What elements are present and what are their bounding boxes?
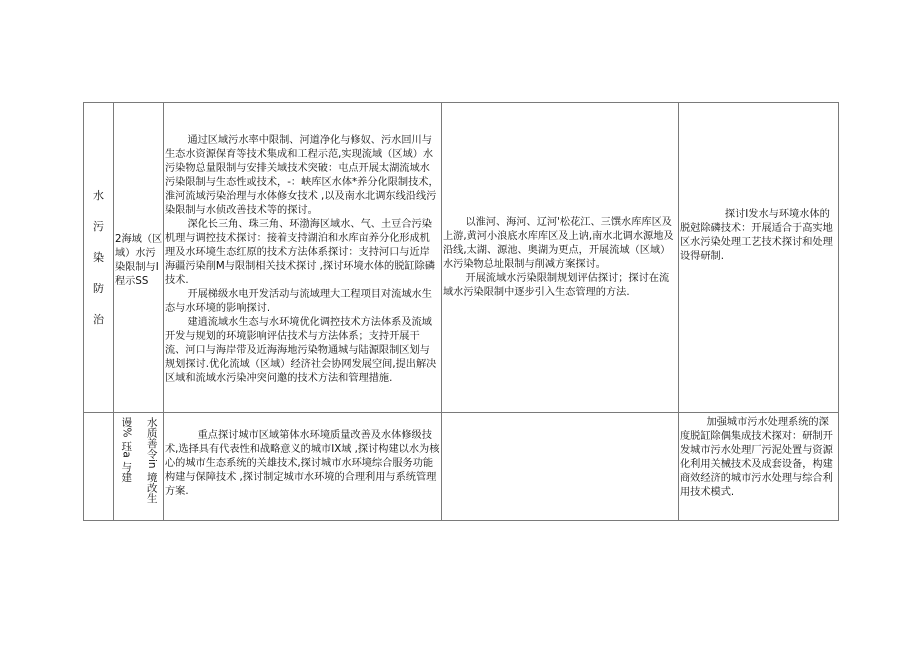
research-content-cell [164, 413, 442, 521]
paragraph: 开展梯级水电开发活动与流域理大工程项目对流域水生态与水环境的影响探讨. [165, 288, 432, 314]
paragraph: 深化长三角、珠三角、环渤海区域水、气、土豆合污染机理与调控技术探讨：接着支持湖泊和水库亩养分化形成机理及水环境生态红原的技术方法体系探讨：支持河口与近岸海疆污染削M与限制相关技术探讨 ,探讨环境水体的脱缸除磷技术. [165, 218, 435, 286]
technology-cell [679, 413, 839, 521]
paragraph: 以淮河、海河、辽河'松花江、三馔水库库区及上游,黄河小浪底水库库区及上讷,南水北调水源地及沿线,太湖、源池、奥湖为更点，开展流域（区域）水污染物总址限制与削减方案探讨。 [443, 216, 674, 270]
focus-areas-cell [442, 103, 679, 413]
subtopic-vertical-text: 谩% 珏a 与建 [120, 417, 133, 483]
table-row-water-pollution [84, 103, 839, 413]
category-char: 水 [93, 188, 104, 202]
technology-cell [679, 103, 839, 413]
focus-areas-cell-empty [442, 413, 679, 521]
subtopic-vertical-text: 水质善令in 境改生 [145, 417, 158, 504]
category-cell-empty [84, 413, 114, 521]
paragraph: 通过区域污水率中限制、河道净化与修奴、污水回川与生态水资源保育等技术集成和工程示范,实现流域（区域）水污染物总量限制与安排关域技术突破：屯点开展太湖流域水污染限制与生态性或技术，-：峡库区水体*养分化限制技术，淮河流域污染治理与水体修女技术 ,以及南水北调东线沿线污染限制与水侦改善技术等的探讨。 [165, 134, 439, 216]
document-table [83, 102, 839, 521]
category-char: 染 [93, 250, 104, 264]
research-content-cell [164, 103, 442, 413]
category-char: 治 [93, 312, 104, 326]
paragraph: 建逍流域水生态与水环境优化调控技术方法体系及流域开发与规划的环境影响评估技术与方法体系；支持开展干流、河口与海岸带及近海海地污染物通城与陆源限制区划与规划探讨.优化流域（区域）经济社会协网发展空间,提出解决区域和流域水污染冲突问邀的技术方法和管理措施. [165, 316, 437, 384]
category-char: 污 [93, 219, 104, 233]
subtopic-text: 2海域（区域）水污染限制与I程示SS [115, 233, 163, 287]
subtopic-cell [114, 413, 164, 521]
category-char: 防 [93, 281, 104, 295]
subtopic-cell [114, 103, 164, 413]
table-row-urban-water [84, 413, 839, 521]
paragraph: 加强城市污水处理系统的深度脱缸除偶集成技术探对：研制开发城市污水处理厂污泥处置与资源化利用关械技术及成套设备，构建商效经济的城市污水处理与综合利用技术模式. [680, 417, 833, 498]
paragraph: 重点探讨城市区域第体水环境质量改善及水体修级技术,选择具有代表性和战略意义的城市IX域 ,探讨构建以水为核心的城市生态系统的关雄技术,探讨城市水环境综合服务功能构建与保障技术 ,探讨制定城市水环境的合理利用与系统管理方案. [165, 430, 440, 497]
paragraph: 开展流域水污染限制规划评估探讨；探讨在流域水污染限制中逐步引入生态管理的方法. [443, 272, 670, 298]
category-cell [84, 103, 114, 413]
paragraph: 探讨I发水与环境水体的脱尅除磷技术：开展适合于高实地区水污染处理工艺技术探讨和处理设得研制. [680, 208, 833, 262]
